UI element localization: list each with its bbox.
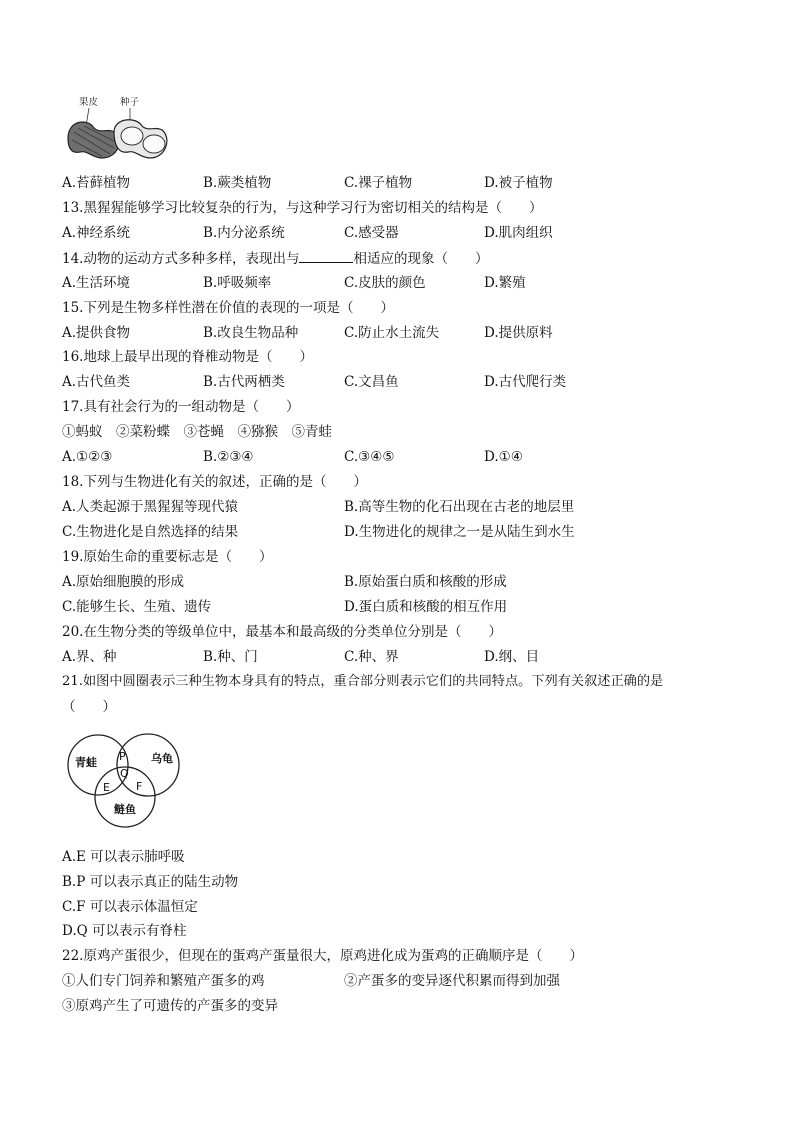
q18-stem: 18.下列与生物进化有关的叙述，正确的是（ ） bbox=[62, 474, 367, 490]
q20-option-d: D.纲、目 bbox=[484, 649, 540, 665]
q15-option-a: A.提供食物 bbox=[62, 325, 131, 341]
q18-option-c: C.生物进化是自然选择的结果 bbox=[62, 524, 239, 540]
q18-option-a: A.人类起源于黑猩猩等现代猿 bbox=[62, 499, 239, 515]
q22-item-1: ①人们专门饲养和繁殖产蛋多的鸡 bbox=[62, 973, 265, 989]
q21-venn-diagram bbox=[62, 728, 202, 830]
q20-option-c: C.种、界 bbox=[344, 649, 399, 665]
q17-option-a: A.①②③ bbox=[62, 449, 113, 465]
q22-stem: 22.原鸡产蛋很少，但现在的蛋鸡产蛋量很大，原鸡进化成为蛋鸡的正确顺序是（ ） bbox=[62, 948, 583, 964]
q14-option-b: B.呼吸频率 bbox=[203, 275, 272, 291]
q20-stem: 20.在生物分类的等级单位中，最基本和最高级的分类单位分别是（ ） bbox=[62, 624, 502, 640]
q21-option-d: D.Q 可以表示有脊柱 bbox=[62, 923, 187, 939]
peanut-figure bbox=[62, 92, 172, 164]
seed-2 bbox=[143, 135, 165, 153]
q14-blank bbox=[299, 249, 353, 263]
peanut-illustration bbox=[62, 92, 172, 164]
q20-option-b: B.种、门 bbox=[203, 649, 258, 665]
q21-option-b: B.P 可以表示真正的陆生动物 bbox=[62, 874, 239, 890]
q22-item-2: ②产蛋多的变异逐代积累而得到加强 bbox=[344, 973, 560, 989]
label-e: E bbox=[103, 781, 110, 794]
q14-stem-after: 相适应的现象（ ） bbox=[353, 251, 489, 267]
q17-option-d: D.①④ bbox=[484, 449, 523, 465]
label-frog: 青蛙 bbox=[75, 756, 97, 769]
label-peel: 果皮 bbox=[79, 97, 99, 108]
q16-option-c: C.文昌鱼 bbox=[344, 374, 399, 390]
q14-option-d: D.繁殖 bbox=[484, 275, 526, 291]
q15-option-b: B.改良生物品种 bbox=[203, 325, 299, 341]
q13-stem: 13.黑猩猩能够学习比较复杂的行为，与这种学习行为密切相关的结构是（ ） bbox=[62, 200, 543, 216]
label-p: P bbox=[119, 750, 126, 763]
q14-stem bbox=[62, 249, 488, 268]
q17-option-c: C.③④⑤ bbox=[344, 449, 395, 465]
label-turtle: 乌龟 bbox=[151, 752, 173, 765]
q16-option-b: B.古代两栖类 bbox=[203, 374, 285, 390]
q12-option-c: C.裸子植物 bbox=[344, 175, 413, 191]
q13-option-c: C.感受器 bbox=[344, 225, 399, 241]
q16-option-a: A.古代鱼类 bbox=[62, 374, 131, 390]
q14-option-a: A.生活环境 bbox=[62, 275, 131, 291]
q17-option-b: B.②③④ bbox=[203, 449, 254, 465]
q15-option-c: C.防止水土流失 bbox=[344, 325, 440, 341]
q16-option-d: D.古代爬行类 bbox=[484, 374, 567, 390]
venn-svg bbox=[62, 728, 202, 830]
q14-stem-before: 14.动物的运动方式多种多样，表现出与 bbox=[62, 251, 300, 267]
q20-option-a: A.界、种 bbox=[62, 649, 117, 665]
q18-option-b: B.高等生物的化石出现在古老的地层里 bbox=[344, 499, 575, 515]
q13-option-b: B.内分泌系统 bbox=[203, 225, 285, 241]
q13-option-a: A.神经系统 bbox=[62, 225, 131, 241]
q14-option-c: C.皮肤的颜色 bbox=[344, 275, 426, 291]
q15-stem: 15.下列是生物多样性潜在价值的表现的一项是（ ） bbox=[62, 300, 394, 316]
circle-turtle bbox=[117, 734, 179, 796]
q18-option-d: D.生物进化的规律之一是从陆生到水生 bbox=[344, 524, 575, 540]
q19-option-c: C.能够生长、生殖、遗传 bbox=[62, 599, 212, 615]
q19-option-d: D.蛋白质和核酸的相互作用 bbox=[344, 599, 508, 615]
q19-option-b: B.原始蛋白质和核酸的形成 bbox=[344, 574, 507, 590]
label-q: Q bbox=[120, 767, 129, 780]
q12-option-d: D.被子植物 bbox=[484, 175, 553, 191]
q17-items: ①蚂蚁 ②菜粉蝶 ③苍蝇 ④猕猴 ⑤青蛙 bbox=[62, 424, 332, 440]
q19-stem: 19.原始生命的重要标志是（ ） bbox=[62, 549, 273, 565]
q19-option-a: A.原始细胞膜的形成 bbox=[62, 574, 185, 590]
q21-option-c: C.F 可以表示体温恒定 bbox=[62, 899, 198, 915]
q16-stem: 16.地球上最早出现的脊椎动物是（ ） bbox=[62, 349, 313, 365]
q21-option-a: A.E 可以表示肺呼吸 bbox=[62, 849, 185, 865]
q12-option-b: B.蕨类植物 bbox=[203, 175, 272, 191]
q22-item-3: ③原鸡产生了可遗传的产蛋多的变异 bbox=[62, 998, 278, 1014]
label-f: F bbox=[136, 780, 143, 793]
q21-stem-line2: （ ） bbox=[62, 699, 116, 715]
q12-option-a: A.苔藓植物 bbox=[62, 175, 131, 191]
q21-stem-line1: 21.如图中圆圈表示三种生物本身具有的特点，重合部分则表示它们的共同特点。下列有关叙述正确的是 bbox=[62, 674, 664, 689]
q15-option-d: D.提供原料 bbox=[484, 325, 553, 341]
seed-1 bbox=[121, 127, 143, 145]
label-carp: 鲢鱼 bbox=[114, 803, 136, 816]
q13-option-d: D.肌肉组织 bbox=[484, 225, 553, 241]
q17-stem: 17.具有社会行为的一组动物是（ ） bbox=[62, 399, 300, 415]
label-seed: 种子 bbox=[120, 97, 140, 108]
